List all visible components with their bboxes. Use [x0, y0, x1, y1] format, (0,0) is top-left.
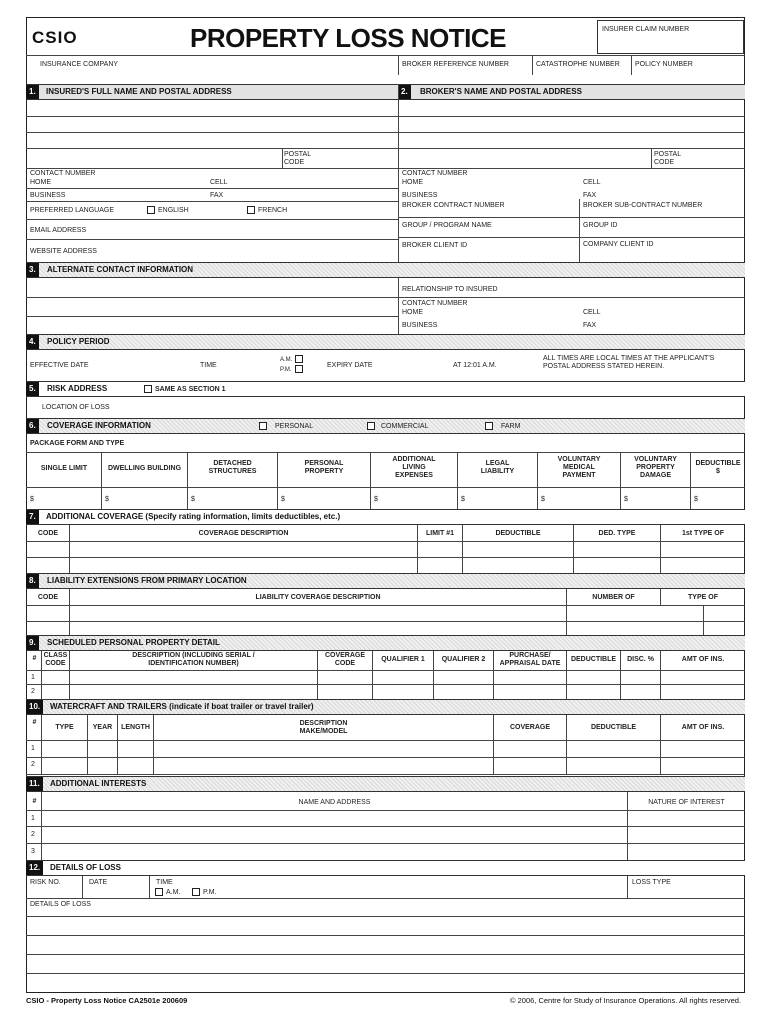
s7-coverage-description-header: COVERAGE DESCRIPTION — [198, 530, 289, 537]
package-form-label: PACKAGE FORM AND TYPE — [30, 440, 125, 447]
section-11-number: 11. — [26, 777, 43, 791]
s7-deductible-header: DEDUCTIBLE — [495, 530, 541, 537]
dollar-9: $ — [694, 496, 698, 503]
expiry-date-label: EXPIRY DATE — [327, 362, 373, 369]
personal-label: PERSONAL — [275, 423, 314, 430]
company-client-id-label: COMPANY CLIENT ID — [583, 241, 654, 248]
section-11-title: ADDITIONAL INTERESTS — [50, 779, 147, 788]
farm-checkbox[interactable] — [485, 422, 493, 430]
s10-description-header: DESCRIPTION MAKE/MODEL — [299, 720, 348, 735]
broker-contract-number-label: BROKER CONTRACT NUMBER — [402, 202, 505, 209]
s7-code-header: CODE — [37, 530, 59, 537]
risk-no-label: RISK NO. — [30, 879, 61, 886]
effective-date-label: EFFECTIVE DATE — [30, 362, 89, 369]
s1-home-label: HOME — [30, 179, 51, 186]
s11-row-3: 3 — [31, 848, 35, 855]
s7-ded-type-header: DED. TYPE — [598, 530, 636, 537]
french-label: FRENCH — [258, 207, 288, 214]
broker-sub-contract-number-label: BROKER SUB-CONTRACT NUMBER — [583, 202, 703, 209]
col-deductible: DEDUCTIBLE $ — [695, 460, 741, 475]
s9-row-2: 2 — [31, 688, 35, 695]
section-5-number: 5. — [26, 382, 39, 396]
s2-home-label: HOME — [402, 179, 423, 186]
pm-label: P.M. — [280, 367, 292, 373]
section-7-header — [26, 509, 745, 525]
section-3-number: 3. — [26, 263, 39, 277]
section-12-title: DETAILS OF LOSS — [50, 863, 121, 872]
section-8-header — [26, 573, 745, 589]
insurer-claim-number-label: INSURER CLAIM NUMBER — [602, 26, 690, 33]
group-program-name-label: GROUP / PROGRAM NAME — [402, 222, 492, 229]
section-10-title: WATERCRAFT AND TRAILERS (indicate if boat trailer or travel trailer) — [50, 702, 314, 711]
col-voluntary-property-damage: VOLUNTARY PROPERTY DAMAGE — [634, 456, 677, 479]
s12-pm-checkbox[interactable] — [192, 888, 200, 896]
section-5-title: RISK ADDRESS — [47, 384, 108, 393]
local-times-note: ALL TIMES ARE LOCAL TIMES AT THE APPLICANT'S POSTAL ADDRESS STATED HEREIN. — [543, 355, 715, 370]
s12-time-label: TIME — [156, 879, 173, 886]
s10-amt-header: AMT OF INS. — [681, 724, 725, 731]
section-9-header — [26, 635, 745, 651]
s2-contact-number-label: CONTACT NUMBER — [402, 170, 468, 177]
s9-deductible-header: DEDUCTIBLE — [570, 656, 617, 663]
s1-postal-code-label: POSTAL CODE — [284, 151, 312, 166]
email-address-label: EMAIL ADDRESS — [30, 227, 87, 234]
relationship-to-insured-label: RELATIONSHIP TO INSURED — [402, 286, 498, 293]
s9-qualifier2-header: QUALIFIER 2 — [441, 656, 486, 663]
dollar-5: $ — [374, 496, 378, 503]
same-as-section-1-label: SAME AS SECTION 1 — [155, 386, 226, 393]
s12-am-checkbox[interactable] — [155, 888, 163, 896]
s9-coverage-code-header: COVERAGE CODE — [324, 652, 366, 667]
loss-type-label: LOSS TYPE — [632, 879, 671, 886]
commercial-checkbox[interactable] — [367, 422, 375, 430]
s10-number-header: # — [32, 719, 37, 726]
section-4-header — [26, 334, 745, 350]
s9-number-header: # — [32, 655, 37, 662]
s3-cell-label: CELL — [583, 309, 601, 316]
s10-deductible-header: DEDUCTIBLE — [590, 724, 637, 731]
dollar-3: $ — [191, 496, 195, 503]
section-7-title: ADDITIONAL COVERAGE (Specify rating information, limits deductibles, etc.) — [46, 512, 341, 521]
csio-logo: CSIO — [32, 28, 78, 47]
s9-disc-header: DISC. % — [627, 656, 654, 663]
s11-row-2: 2 — [31, 831, 35, 838]
broker-client-id-label: BROKER CLIENT ID — [402, 242, 468, 249]
s7-first-type-header: 1st TYPE OF — [681, 530, 724, 537]
dollar-1: $ — [30, 496, 34, 503]
pm-checkbox[interactable] — [295, 365, 303, 373]
french-checkbox[interactable] — [247, 206, 255, 214]
s8-type-of-header: TYPE OF — [688, 594, 718, 601]
col-single-limit: SINGLE LIMIT — [40, 465, 88, 472]
s12-pm-label: P.M. — [203, 889, 217, 896]
commercial-label: COMMERCIAL — [381, 423, 429, 430]
dollar-8: $ — [624, 496, 628, 503]
section-12-header — [26, 860, 745, 876]
col-dwelling-building: DWELLING BUILDING — [107, 465, 182, 472]
section-9-title: SCHEDULED PERSONAL PROPERTY DETAIL — [47, 638, 220, 647]
section-4-title: POLICY PERIOD — [47, 337, 110, 346]
section-12-number: 12. — [26, 861, 43, 875]
section-9-number: 9. — [26, 636, 39, 650]
s2-postal-code-label: POSTAL CODE — [654, 151, 682, 166]
s3-home-label: HOME — [402, 309, 423, 316]
s9-qualifier1-header: QUALIFIER 1 — [381, 656, 425, 663]
footer-copyright: © 2006, Centre for Study of Insurance Operations. All rights reserved. — [510, 996, 742, 1005]
catastrophe-number-label: CATASTROPHE NUMBER — [536, 61, 620, 68]
s8-code-header: CODE — [37, 594, 59, 601]
s2-cell-label: CELL — [583, 179, 601, 186]
am-checkbox[interactable] — [295, 355, 303, 363]
policy-number-label: POLICY NUMBER — [635, 61, 693, 68]
s3-fax-label: FAX — [583, 322, 597, 329]
s3-contact-number-label: CONTACT NUMBER — [402, 300, 468, 307]
section-10-header — [26, 699, 745, 715]
s9-purchase-date-header: PURCHASE/ APPRAISAL DATE — [499, 652, 561, 667]
am-label: A.M. — [280, 357, 293, 363]
section-1-header — [26, 84, 398, 100]
location-of-loss-label: LOCATION OF LOSS — [42, 404, 110, 411]
s11-number-header: # — [32, 798, 37, 805]
section-3-header — [26, 262, 745, 278]
time-label: TIME — [200, 362, 217, 369]
section-6-title: COVERAGE INFORMATION — [47, 421, 151, 430]
s3-business-label: BUSINESS — [402, 322, 438, 329]
s1-contact-number-label: CONTACT NUMBER — [30, 170, 96, 177]
s12-am-label: A.M. — [166, 889, 181, 896]
s10-row-2: 2 — [31, 761, 35, 768]
s1-cell-label: CELL — [210, 179, 228, 186]
section-10-number: 10. — [26, 700, 43, 714]
s1-fax-label: FAX — [210, 192, 224, 199]
section-8-number: 8. — [26, 574, 39, 588]
s8-number-of-header: NUMBER OF — [592, 594, 635, 601]
s11-row-1: 1 — [31, 815, 35, 822]
footer-form-id: CSIO - Property Loss Notice CA2501e 200609 — [26, 996, 188, 1005]
group-id-label: GROUP ID — [583, 222, 618, 229]
section-1-title: INSURED'S FULL NAME AND POSTAL ADDRESS — [46, 87, 232, 96]
dollar-7: $ — [541, 496, 545, 503]
personal-checkbox[interactable] — [259, 422, 267, 430]
section-2-header — [398, 84, 745, 100]
s10-coverage-header: COVERAGE — [509, 724, 551, 731]
insurance-company-label: INSURANCE COMPANY — [40, 61, 119, 68]
section-7-number: 7. — [26, 510, 39, 524]
section-2-title: BROKER'S NAME AND POSTAL ADDRESS — [420, 87, 582, 96]
col-additional-living-expenses: ADDITIONAL LIVING EXPENSES — [392, 456, 436, 479]
section-3-title: ALTERNATE CONTACT INFORMATION — [47, 265, 194, 274]
s10-row-1: 1 — [31, 745, 35, 752]
section-8-title: LIABILITY EXTENSIONS FROM PRIMARY LOCATION — [47, 576, 247, 585]
col-legal-liability: LEGAL LIABILITY — [480, 460, 515, 475]
website-address-label: WEBSITE ADDRESS — [30, 248, 97, 255]
form-frame — [26, 17, 745, 993]
section-5-header — [26, 381, 745, 397]
at-1201-label: AT 12:01 A.M. — [453, 362, 497, 369]
s12-date-label: DATE — [89, 879, 108, 886]
section-2-number: 2. — [398, 85, 411, 99]
dollar-2: $ — [105, 496, 109, 503]
english-checkbox[interactable] — [147, 206, 155, 214]
section-6-header — [26, 418, 745, 434]
s9-amt-header: AMT OF INS. — [681, 656, 725, 663]
s1-business-label: BUSINESS — [30, 192, 66, 199]
section-6-number: 6. — [26, 419, 39, 433]
s10-length-header: LENGTH — [121, 724, 150, 731]
farm-label: FARM — [501, 423, 521, 430]
page-title: PROPERTY LOSS NOTICE — [190, 23, 507, 53]
section-4-number: 4. — [26, 335, 39, 349]
s2-business-label: BUSINESS — [402, 192, 438, 199]
dollar-6: $ — [461, 496, 465, 503]
s10-type-header: TYPE — [55, 724, 74, 731]
details-of-loss-label: DETAILS OF LOSS — [30, 901, 91, 908]
s9-class-code-header: CLASS CODE — [43, 652, 68, 667]
broker-reference-number-label: BROKER REFERENCE NUMBER — [402, 61, 509, 68]
section-1-number: 1. — [26, 85, 39, 99]
s2-fax-label: FAX — [583, 192, 597, 199]
s11-name-address-header: NAME AND ADDRESS — [298, 799, 371, 806]
preferred-language-label: PREFERRED LANGUAGE — [30, 207, 115, 214]
col-voluntary-medical-payment: VOLUNTARY MEDICAL PAYMENT — [557, 456, 601, 479]
s11-nature-header: NATURE OF INTEREST — [648, 799, 725, 806]
s8-liability-description-header: LIABILITY COVERAGE DESCRIPTION — [255, 594, 381, 601]
s10-year-header: YEAR — [92, 724, 113, 731]
dollar-4: $ — [281, 496, 285, 503]
same-as-section-1-checkbox[interactable] — [144, 385, 152, 393]
s7-limit-header: LIMIT #1 — [425, 530, 454, 537]
col-personal-property: PERSONAL PROPERTY — [304, 460, 344, 475]
col-detached-structures: DETACHED STRUCTURES — [208, 460, 257, 475]
s9-row-1: 1 — [31, 674, 35, 681]
section-11-header — [26, 776, 745, 792]
s9-description-header: DESCRIPTION (INCLUDING SERIAL / IDENTIFICATION NUMBER) — [132, 652, 255, 667]
english-label: ENGLISH — [158, 207, 189, 214]
